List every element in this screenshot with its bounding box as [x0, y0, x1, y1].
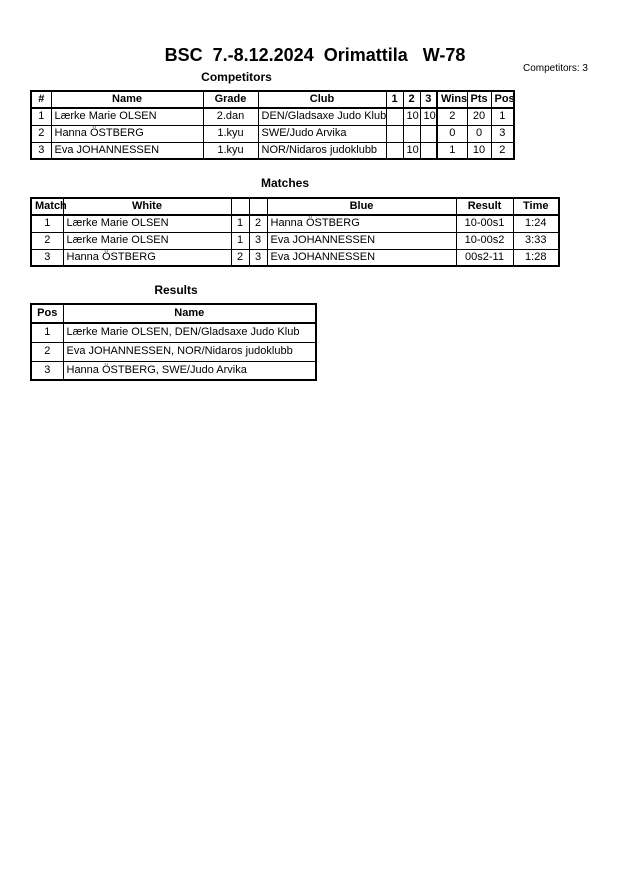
col-header-blue-num: [249, 198, 267, 215]
competitor-row: [31, 125, 514, 142]
competitor-score1-cell: [386, 142, 403, 159]
competitor-row: [31, 142, 514, 159]
match-white-num-cell: 1: [231, 215, 249, 232]
results-header-row: [31, 304, 316, 323]
competitor-pos-cell: 3: [491, 125, 514, 142]
match-blue-cell: Eva JOHANNESSEN: [267, 232, 456, 249]
match-row: [31, 249, 559, 266]
match-num-cell: 1: [31, 215, 63, 232]
col-header-pts: Pts: [467, 91, 491, 108]
matches-header-row: [31, 198, 559, 215]
matches-table: [30, 197, 560, 267]
col-header-name: Name: [51, 91, 203, 108]
match-white-cell: Lærke Marie OLSEN: [63, 215, 231, 232]
match-blue-cell: Eva JOHANNESSEN: [267, 249, 456, 266]
competitor-num-cell: 1: [31, 108, 51, 125]
page-title: BSC 7.-8.12.2024 Orimattila W-78: [164, 45, 466, 65]
col-header-white: White: [63, 198, 231, 215]
competitor-wins-cell: 2: [437, 108, 467, 125]
competitors-count: Competitors: 3: [522, 63, 588, 74]
competitor-name-cell: Hanna ÖSTBERG: [51, 125, 203, 142]
col-header-white-num: [231, 198, 249, 215]
result-row: [31, 361, 316, 380]
match-row: [31, 215, 559, 232]
competitor-grade-cell: 1.kyu: [203, 125, 258, 142]
result-pos-cell: 3: [31, 361, 63, 380]
competitor-num-cell: 2: [31, 125, 51, 142]
match-result-cell: 00s2-11: [456, 249, 513, 266]
competitor-score3-cell: [420, 142, 437, 159]
competitor-pts-cell: 10: [467, 142, 491, 159]
match-result-cell: 10-00s2: [456, 232, 513, 249]
results-table: [30, 303, 317, 381]
competitor-pts-cell: 0: [467, 125, 491, 142]
competitor-score1-cell: [386, 125, 403, 142]
competitors-heading: Competitors: [201, 70, 272, 84]
col-header-pos: Pos: [31, 304, 63, 323]
competitor-score1-cell: [386, 108, 403, 125]
match-num-cell: 3: [31, 249, 63, 266]
competitor-grade-cell: 2.dan: [203, 108, 258, 125]
competitors-header-row: [31, 91, 514, 108]
match-white-cell: Hanna ÖSTBERG: [63, 249, 231, 266]
match-blue-num-cell: 2: [249, 215, 267, 232]
result-pos-cell: 1: [31, 323, 63, 342]
competitor-club-cell: DEN/Gladsaxe Judo Klub: [258, 108, 386, 125]
col-header-pos: Pos: [491, 91, 514, 108]
competitor-score2-cell: 10: [403, 142, 420, 159]
col-header-blue: Blue: [267, 198, 456, 215]
competitor-grade-cell: 1.kyu: [203, 142, 258, 159]
match-blue-cell: Hanna ÖSTBERG: [267, 215, 456, 232]
col-header-match: Match: [31, 198, 63, 215]
result-pos-cell: 2: [31, 342, 63, 361]
result-row: [31, 323, 316, 342]
match-white-num-cell: 2: [231, 249, 249, 266]
competitor-score2-cell: 10: [403, 108, 420, 125]
competitor-score3-cell: 10: [420, 108, 437, 125]
match-time-cell: 1:24: [513, 215, 559, 232]
match-blue-num-cell: 3: [249, 232, 267, 249]
result-name-cell: Eva JOHANNESSEN, NOR/Nidaros judoklubb: [63, 342, 316, 361]
match-row: [31, 232, 559, 249]
competitors-table: [30, 90, 515, 160]
col-header-time: Time: [513, 198, 559, 215]
col-header-opp1: 1: [386, 91, 403, 108]
col-header-wins: Wins: [437, 91, 467, 108]
matches-heading: Matches: [260, 176, 310, 190]
col-header-result: Result: [456, 198, 513, 215]
result-name-cell: Hanna ÖSTBERG, SWE/Judo Arvika: [63, 361, 316, 380]
competitor-num-cell: 3: [31, 142, 51, 159]
competitor-score2-cell: [403, 125, 420, 142]
competitor-row: [31, 108, 514, 125]
competitor-club-cell: NOR/Nidaros judoklubb: [258, 142, 386, 159]
match-time-cell: 1:28: [513, 249, 559, 266]
competitor-name-cell: Eva JOHANNESSEN: [51, 142, 203, 159]
match-white-num-cell: 1: [231, 232, 249, 249]
col-header-opp2: 2: [403, 91, 420, 108]
match-num-cell: 2: [31, 232, 63, 249]
results-heading: Results: [154, 283, 198, 297]
col-header-opp3: 3: [420, 91, 437, 108]
col-header-name: Name: [63, 304, 316, 323]
competitor-wins-cell: 1: [437, 142, 467, 159]
competitor-club-cell: SWE/Judo Arvika: [258, 125, 386, 142]
competitor-pts-cell: 20: [467, 108, 491, 125]
match-result-cell: 10-00s1: [456, 215, 513, 232]
competitor-name-cell: Lærke Marie OLSEN: [51, 108, 203, 125]
result-name-cell: Lærke Marie OLSEN, DEN/Gladsaxe Judo Klub: [63, 323, 316, 342]
col-header-club: Club: [258, 91, 386, 108]
col-header-grade: Grade: [203, 91, 258, 108]
result-row: [31, 342, 316, 361]
match-white-cell: Lærke Marie OLSEN: [63, 232, 231, 249]
col-header-num: #: [31, 91, 51, 108]
match-blue-num-cell: 3: [249, 249, 267, 266]
competitor-wins-cell: 0: [437, 125, 467, 142]
competitor-pos-cell: 2: [491, 142, 514, 159]
competitor-pos-cell: 1: [491, 108, 514, 125]
competitor-score3-cell: [420, 125, 437, 142]
match-time-cell: 3:33: [513, 232, 559, 249]
